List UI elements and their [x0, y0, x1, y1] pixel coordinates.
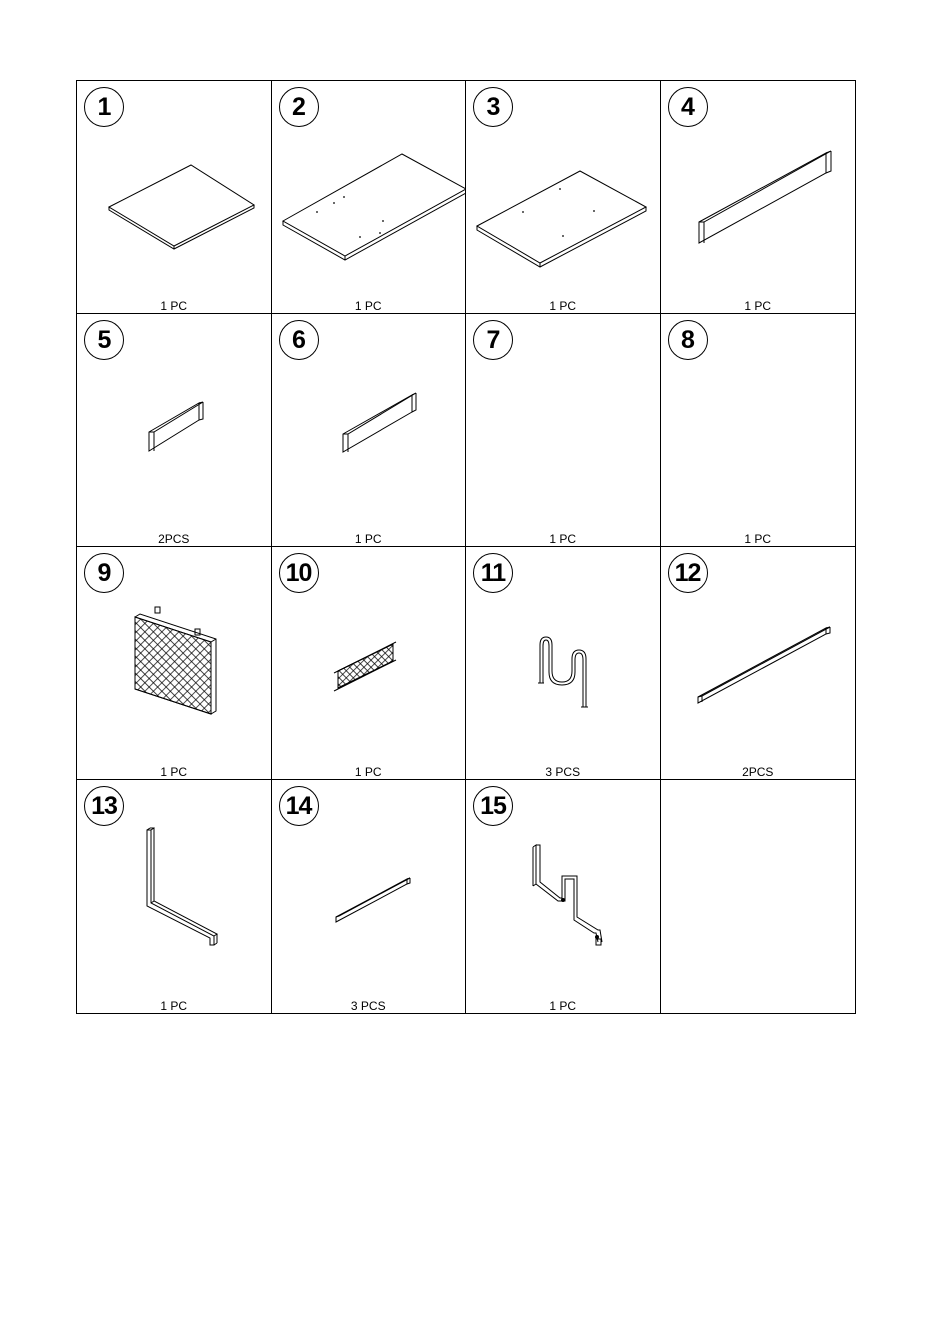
part-cell-12 — [661, 547, 856, 780]
part-quantity: 1 PC — [354, 299, 382, 313]
part-number-badge: 1 — [84, 87, 124, 127]
part-cell-13 — [77, 780, 272, 1013]
short-board-icon — [272, 314, 467, 547]
part-number-badge: 8 — [668, 320, 708, 360]
bent-tube-icon — [466, 780, 661, 1013]
part-number-badge: 3 — [473, 87, 513, 127]
mesh-frame-icon — [77, 547, 272, 780]
part-cell-2 — [272, 81, 467, 314]
part-quantity: 1 PC — [744, 532, 772, 546]
part-quantity: 3 PCS — [350, 999, 386, 1013]
part-cell-9 — [77, 547, 272, 780]
large-panel-icon — [466, 81, 661, 314]
part-number-badge: 11 — [473, 553, 513, 593]
part-cell-4 — [661, 81, 856, 314]
part-quantity: 1 PC — [354, 532, 382, 546]
part-cell-6 — [272, 314, 467, 547]
part-quantity: 1 PC — [549, 999, 577, 1013]
small-panel-icon — [77, 81, 272, 314]
large-panel-icon — [272, 81, 467, 314]
part-cell-empty — [661, 780, 856, 1013]
part-quantity: 1 PC — [160, 299, 188, 313]
part-quantity: 1 PC — [354, 765, 382, 779]
part-cell-15 — [466, 780, 661, 1013]
part-number-badge: 2 — [279, 87, 319, 127]
part-number-badge: 10 — [279, 553, 319, 593]
part-cell-11 — [466, 547, 661, 780]
mesh-basket-icon — [272, 547, 467, 780]
part-number-badge: 15 — [473, 786, 513, 826]
part-number-badge: 14 — [279, 786, 319, 826]
long-rail-icon — [661, 547, 856, 780]
part-cell-14 — [272, 780, 467, 1013]
part-quantity: 1 PC — [160, 765, 188, 779]
part-cell-5 — [77, 314, 272, 547]
wire-hook-icon — [466, 547, 661, 780]
long-board-icon — [661, 81, 856, 314]
part-number-badge: 5 — [84, 320, 124, 360]
part-number-badge: 4 — [668, 87, 708, 127]
part-number-badge: 9 — [84, 553, 124, 593]
part-quantity: 3 PCS — [545, 765, 581, 779]
part-cell-3 — [466, 81, 661, 314]
part-cell-7 — [466, 314, 661, 547]
parts-list-grid — [76, 80, 856, 1014]
part-cell-8 — [661, 314, 856, 547]
part-quantity: 2PCS — [158, 532, 190, 546]
part-quantity: 1 PC — [549, 299, 577, 313]
short-board-icon — [77, 314, 272, 547]
part-cell-1 — [77, 81, 272, 314]
part-quantity: 1 PC — [744, 299, 772, 313]
part-number-badge: 6 — [279, 320, 319, 360]
short-rail-icon — [272, 780, 467, 1013]
part-quantity: 1 PC — [160, 999, 188, 1013]
part-number-badge: 12 — [668, 553, 708, 593]
part-cell-10 — [272, 547, 467, 780]
part-number-badge: 13 — [84, 786, 124, 826]
part-quantity: 1 PC — [549, 532, 577, 546]
part-quantity: 2PCS — [742, 765, 774, 779]
part-number-badge: 7 — [473, 320, 513, 360]
l-frame-icon — [77, 780, 272, 1013]
